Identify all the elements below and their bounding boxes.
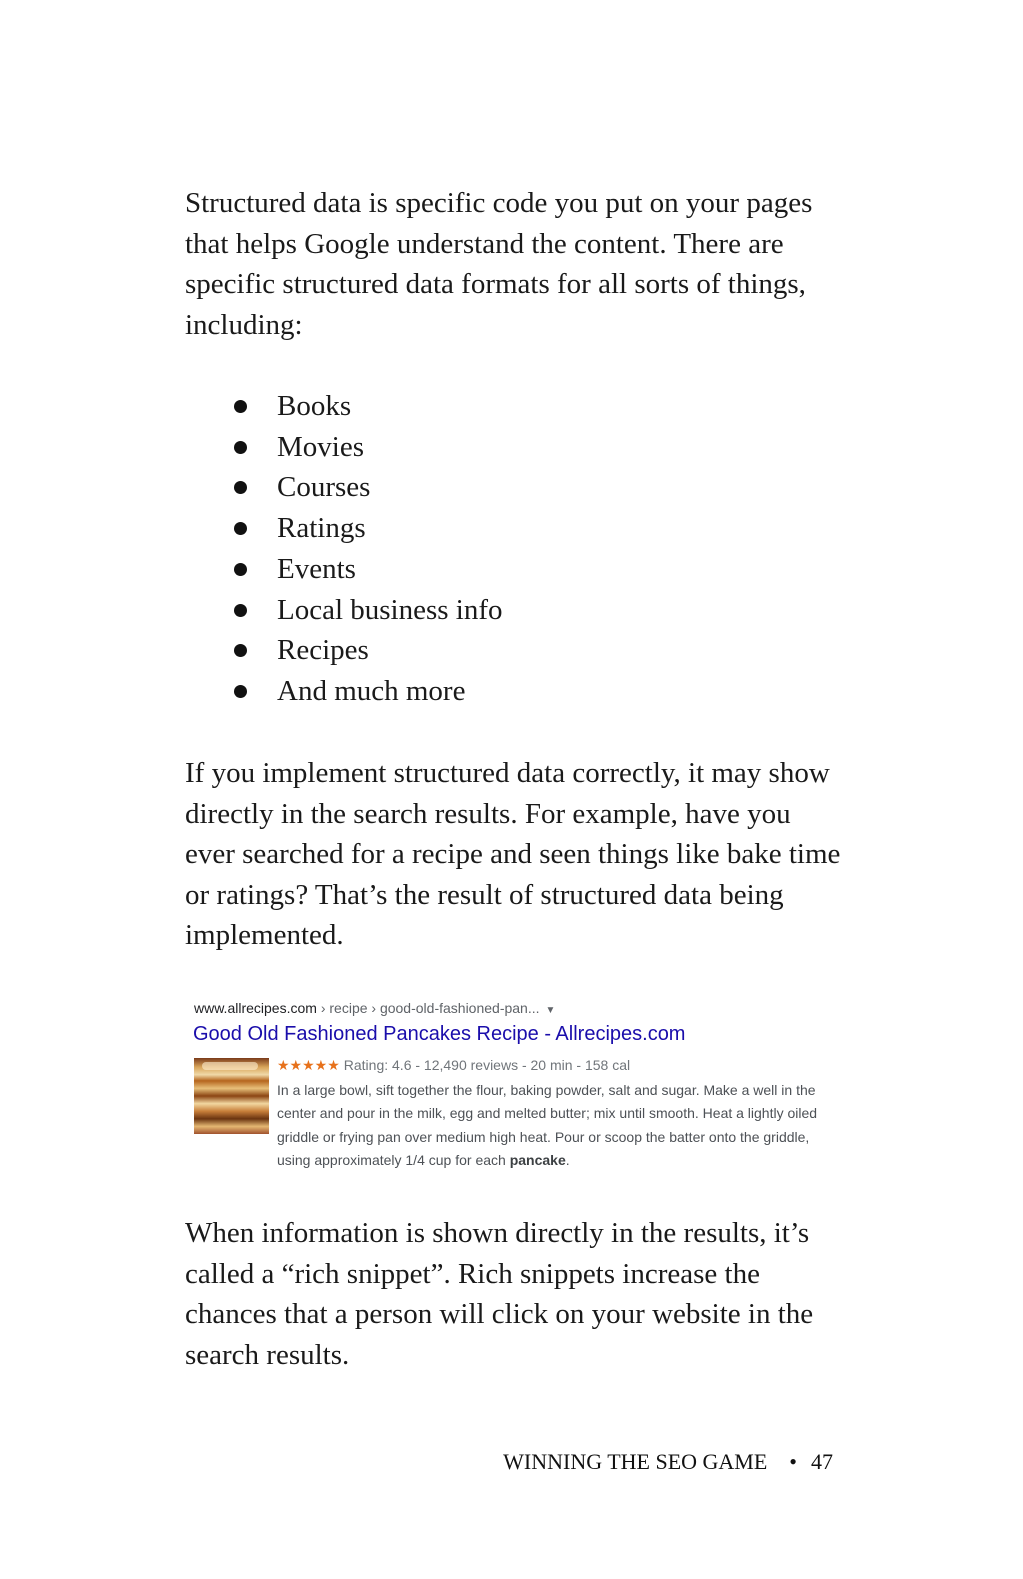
list-item — [230, 671, 503, 712]
result-title-link[interactable]: Good Old Fashioned Pancakes Recipe - Allrecipes.com — [193, 1023, 686, 1045]
list-item — [230, 386, 503, 427]
bullet-icon — [234, 400, 247, 413]
list-item-label: Books — [277, 390, 352, 422]
book-title: WINNING THE SEO GAME — [503, 1449, 768, 1474]
example-paragraph: If you implement structured data correctly, it may show directly in the search results. For example, have you ever searched for a recipe and seen things like bake time or ratings? That’s the result of structured data being implemented. — [185, 757, 841, 952]
list-item-label: Events — [277, 552, 356, 585]
structured-data-types-list — [230, 386, 503, 712]
list-item — [230, 467, 503, 508]
bullet-icon — [234, 604, 247, 617]
bullet-icon — [234, 644, 247, 657]
result-breadcrumb: › recipe › good-old-fashioned-pan... — [316, 1000, 540, 1016]
rich-snippet-paragraph: When information is shown directly in the results, it’s called a “rich snippet”. Rich snippets increase the chances that a person will click on your website in the search results. — [185, 1217, 814, 1371]
list-item-label: And much more — [277, 674, 466, 707]
list-item-label: Ratings — [277, 512, 366, 545]
footer-separator: • — [789, 1449, 797, 1474]
rating-stars-icon: ★★★★★ — [277, 1057, 340, 1073]
page-footer — [503, 1449, 833, 1475]
list-item-label: Local business info — [277, 593, 503, 626]
list-item-label: Recipes — [277, 634, 369, 667]
chevron-down-icon[interactable]: ▼ — [545, 1005, 556, 1016]
search-result-snippet — [193, 1000, 833, 1172]
result-description — [277, 1079, 829, 1172]
list-item-label: Movies — [277, 430, 364, 463]
result-url[interactable] — [194, 1000, 555, 1016]
result-rating-line — [277, 1057, 630, 1074]
bullet-icon — [234, 522, 247, 535]
page-number: 47 — [811, 1449, 833, 1474]
description-highlight: pancake — [509, 1151, 566, 1168]
intro-paragraph: Structured data is specific code you put on your pages that helps Google understand the content. There are specific structured data formats for all sorts of things, including: — [185, 187, 813, 341]
rating-details: Rating: 4.6 - 12,490 reviews - 20 min - 158 cal — [343, 1057, 631, 1073]
list-item — [230, 590, 503, 631]
bullet-icon — [234, 441, 247, 454]
list-item — [230, 630, 503, 671]
bullet-icon — [234, 563, 247, 576]
bullet-icon — [234, 481, 247, 494]
list-item — [230, 427, 503, 468]
list-item — [230, 549, 503, 590]
list-item-label: Courses — [277, 471, 371, 504]
description-text: In a large bowl, sift together the flour, baking powder, salt and sugar. Make a well in the center and pour in the milk, egg and melted butter; mix until smooth. Heat a lightly oiled griddle or frying pan over medium high heat. Pour or scoop the batter onto the griddle, using approximately 1/4 cup for each — [277, 1082, 818, 1168]
result-domain: www.allrecipes.com — [194, 1000, 317, 1016]
bullet-icon — [234, 685, 247, 698]
list-item — [230, 508, 503, 549]
pancake-thumbnail[interactable] — [194, 1058, 269, 1134]
description-end: . — [565, 1151, 570, 1168]
